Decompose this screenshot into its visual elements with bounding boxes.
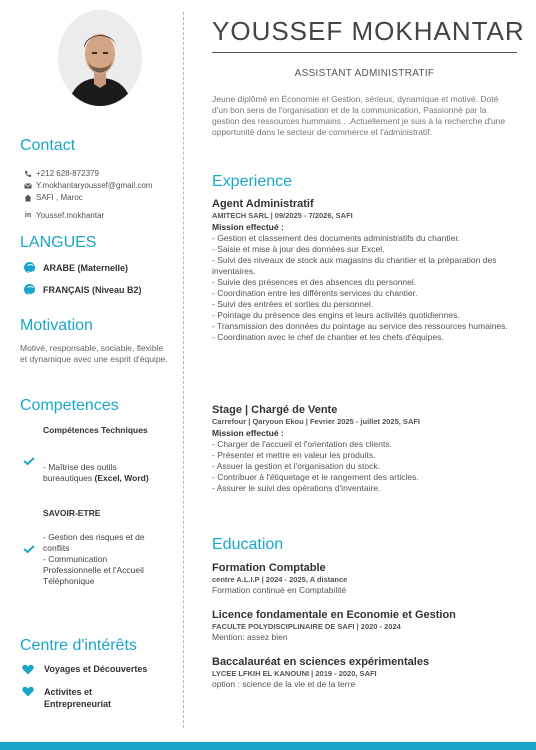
task-item: - Pointage du présence des engins et leurs activités quotidiennes. xyxy=(212,310,460,320)
email-link[interactable]: Y.mokhantaryoussef@gmail.com xyxy=(36,181,153,190)
phone-text: +212 628-872379 xyxy=(36,169,99,178)
job-title: Agent Administratif xyxy=(212,198,314,210)
task-item: - Gestion et classement des documents administratifs du chantier. xyxy=(212,233,461,243)
linkedin-link[interactable]: Youssef.mokhantar xyxy=(36,211,105,220)
column-divider xyxy=(183,12,184,728)
check-icon xyxy=(23,457,35,465)
competence-item: - Maîtrise des outils bureautiques (Excel, Word) xyxy=(43,462,149,483)
task-item: - Charger de l'accueil et l'orientation des clients. xyxy=(212,439,392,449)
task-item: - Assuer la gestion et l'organisation du stock. xyxy=(212,461,380,471)
education-degree: Licence fondamentale en Economie et Gestion xyxy=(212,609,456,621)
avatar xyxy=(58,10,142,106)
address-text: SAFI , Maroc xyxy=(36,193,83,202)
interest-label: Activites et Entrepreneuriat xyxy=(44,687,112,709)
profile-summary: Jeune diplômé en Économie et Gestion, sérieux, dynamique et motivé. Doté d'un bon sens de l'organisation et de la communication, Passionné par la gestion des ressources hummains . .Actuellement je suis à la recherche d'une opportunité dans le secteur de commerce et l'administratif. xyxy=(212,94,506,137)
task-item: - Saisie et mise à jour des données sur Excel. xyxy=(212,244,385,254)
education-item xyxy=(212,562,512,596)
job-meta: Carrefour | Qaryoun Ekou | Fevrier 2025 - juillet 2025, SAFI xyxy=(212,417,421,426)
education-item xyxy=(212,609,512,643)
education-note: Formation continué en Comptabilité xyxy=(212,585,347,595)
task-item: - Contribuer à l'étiquetage et le rangement des articles. xyxy=(212,472,419,482)
task-item: - Suivi des entrées et sorties du personnel. xyxy=(212,299,374,309)
profile-photo xyxy=(58,10,142,106)
langues-title: LANGUES xyxy=(20,234,97,251)
task-item: - Coordination avec le chef de chantier et les chefs d'équipes. xyxy=(212,332,444,342)
task-item: - Suivie des présences et des absences du personnel. xyxy=(212,277,417,287)
linkedin-row xyxy=(24,211,104,220)
experience-item xyxy=(212,198,512,343)
language-item xyxy=(24,284,142,295)
footer-bar xyxy=(0,742,536,750)
linkedin-icon: in xyxy=(24,212,32,219)
education-meta: LYCEE LFKIH EL KANOUNI | 2019 - 2020, SAFI xyxy=(212,669,377,678)
interest-label: Voyages et Découvertes xyxy=(44,664,148,674)
job-meta: AMITECH SARL | 09/2025 - 7/2026, SAFI xyxy=(212,211,353,220)
candidate-name: YOUSSEF MOKHANTAR xyxy=(212,16,525,46)
competence-group-title: SAVOIR-ETRE xyxy=(43,508,101,518)
address-row xyxy=(24,193,83,202)
education-degree: Formation Comptable xyxy=(212,562,326,574)
home-icon xyxy=(24,194,32,202)
education-item xyxy=(212,656,512,690)
interest-item xyxy=(22,686,144,710)
email-row xyxy=(24,181,152,190)
experience-item xyxy=(212,404,512,494)
language-label: ARABE (Maternelle) xyxy=(43,262,129,273)
language-label: FRANÇAIS (Niveau B2) xyxy=(43,284,142,295)
interets-title: Centre d'intérêts xyxy=(20,637,137,654)
task-list xyxy=(212,233,512,343)
interest-item xyxy=(22,664,147,675)
heart-icon xyxy=(22,664,34,675)
phone-row xyxy=(24,169,99,178)
mission-label: Mission effectué : xyxy=(212,428,284,438)
name-underline xyxy=(212,52,517,53)
competence-item: - Gestion des risques et de conflits - Communication Professionnelle et l'Accueil Téléphonique xyxy=(43,532,145,586)
envelope-icon xyxy=(24,182,32,190)
left-column xyxy=(0,0,176,750)
phone-icon xyxy=(24,170,32,178)
globe-icon xyxy=(24,262,35,273)
education-meta: FACULTE POLYDISCIPLINAIRE DE SAFI | 2020 - 2024 xyxy=(212,622,401,631)
motivation-text: Motivé, responsable, sociable, flexible et dynamique avec une esprit d'équipe. xyxy=(20,343,168,364)
language-item xyxy=(24,262,128,273)
education-degree: Baccalauréat en sciences expérimentales xyxy=(212,656,430,668)
heart-icon xyxy=(22,686,34,697)
competence-group-title: Compétences Techniques xyxy=(43,425,148,435)
globe-icon xyxy=(24,284,35,295)
task-item: - Transmission des données du pointage au service des ressources humaines. xyxy=(212,321,508,331)
education-note: option : science de la vie et de la terre xyxy=(212,679,356,689)
competences-title: Competences xyxy=(20,397,119,414)
job-title: Stage | Chargé de Vente xyxy=(212,404,338,416)
contact-title: Contact xyxy=(20,137,76,154)
mission-label: Mission effectué : xyxy=(212,222,284,232)
education-title: Education xyxy=(212,536,284,553)
job-role: ASSISTANT ADMINISTRATIF xyxy=(294,68,435,79)
task-item: - Assurer le suivi des opérations d'inventaire. xyxy=(212,483,381,493)
check-icon xyxy=(23,545,35,553)
task-list xyxy=(212,439,512,494)
task-item: - Suivi des niveaux de stock aux magasins du chantier et la préparation des inventaires. xyxy=(212,255,497,276)
task-item: - Coordination entre les différents services du chantier. xyxy=(212,288,418,298)
education-note: Mention: assez bien xyxy=(212,632,288,642)
experience-title: Experience xyxy=(212,173,293,190)
motivation-title: Motivation xyxy=(20,317,93,334)
education-meta: centre A.L.I.P | 2024 - 2025, A distance xyxy=(212,575,348,584)
task-item: - Présenter et mettre en valeur les produits. xyxy=(212,450,376,460)
